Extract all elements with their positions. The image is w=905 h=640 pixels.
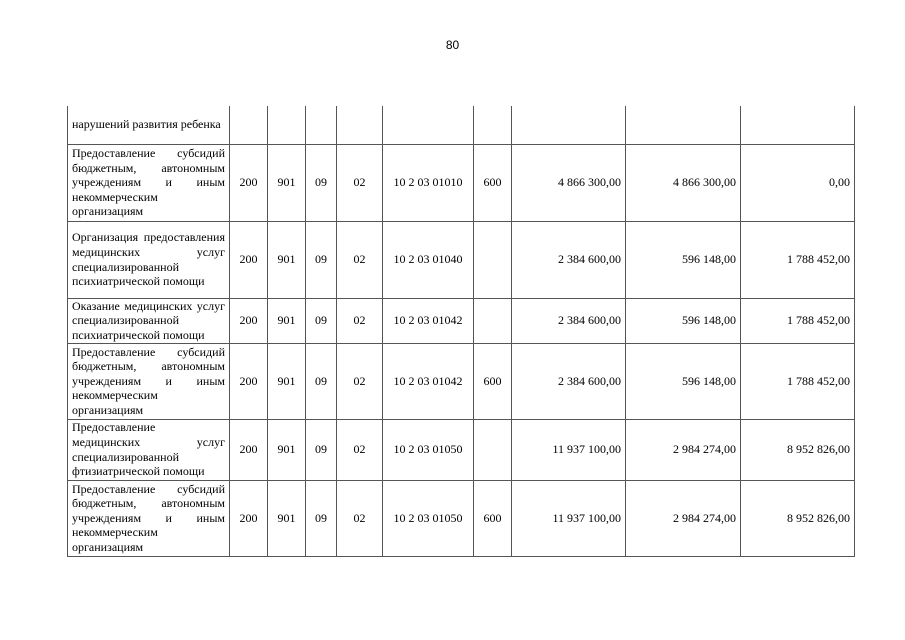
table-row (68, 343, 855, 419)
code-cell: 200 (230, 343, 268, 419)
code-cell: 02 (337, 419, 383, 480)
code-cell: 10 2 03 01042 (383, 343, 474, 419)
amount-cell: 596 148,00 (626, 298, 741, 343)
code-cell: 901 (268, 221, 306, 298)
code-cell: 09 (306, 343, 337, 419)
amount-cell: 596 148,00 (626, 221, 741, 298)
code-cell: 901 (268, 480, 306, 556)
table-row (68, 106, 855, 144)
code-cell: 901 (268, 144, 306, 221)
budget-table (67, 106, 855, 557)
code-cell (268, 106, 306, 144)
code-cell (337, 106, 383, 144)
code-cell (306, 106, 337, 144)
amount-cell: 4 866 300,00 (512, 144, 626, 221)
code-cell (230, 106, 268, 144)
amount-cell: 596 148,00 (626, 343, 741, 419)
code-cell: 10 2 03 01040 (383, 221, 474, 298)
row-name: Оказание медицинских услуг специализированной психиатрической помощи (68, 298, 230, 343)
amount-cell: 4 866 300,00 (626, 144, 741, 221)
amount-cell (741, 106, 855, 144)
code-cell (383, 106, 474, 144)
table-row (68, 298, 855, 343)
code-cell: 02 (337, 221, 383, 298)
amount-cell: 8 952 826,00 (741, 480, 855, 556)
code-cell: 09 (306, 144, 337, 221)
amount-cell: 11 937 100,00 (512, 480, 626, 556)
code-cell: 200 (230, 298, 268, 343)
amount-cell: 0,00 (741, 144, 855, 221)
code-cell (474, 298, 512, 343)
code-cell: 200 (230, 144, 268, 221)
page-number: 80 (445, 38, 460, 52)
amount-cell: 2 384 600,00 (512, 298, 626, 343)
code-cell: 200 (230, 419, 268, 480)
code-cell (474, 419, 512, 480)
code-cell: 02 (337, 144, 383, 221)
amount-cell: 2 384 600,00 (512, 343, 626, 419)
amount-cell: 1 788 452,00 (741, 343, 855, 419)
row-name: Предоставление субсидий бюджетным, автономным учреждениям и иным некоммерческим организациям (68, 343, 230, 419)
table-row (68, 480, 855, 556)
amount-cell (512, 106, 626, 144)
code-cell: 901 (268, 343, 306, 419)
code-cell: 600 (474, 144, 512, 221)
code-cell (474, 106, 512, 144)
code-cell (474, 221, 512, 298)
table-row (68, 419, 855, 480)
code-cell: 09 (306, 419, 337, 480)
row-name: нарушений развития ребенка (68, 106, 230, 144)
amount-cell: 2 984 274,00 (626, 419, 741, 480)
code-cell: 901 (268, 298, 306, 343)
code-cell: 02 (337, 480, 383, 556)
amount-cell: 11 937 100,00 (512, 419, 626, 480)
amount-cell: 2 984 274,00 (626, 480, 741, 556)
amount-cell: 1 788 452,00 (741, 221, 855, 298)
row-name: Предоставление медицинских услуг специализированной фтизиатрической помощи (68, 419, 230, 480)
row-name: Предоставление субсидий бюджетным, автономным учреждениям и иным некоммерческим организациям (68, 480, 230, 556)
amount-cell: 1 788 452,00 (741, 298, 855, 343)
code-cell: 09 (306, 480, 337, 556)
code-cell: 09 (306, 221, 337, 298)
code-cell: 10 2 03 01042 (383, 298, 474, 343)
row-name: Предоставление субсидий бюджетным, автономным учреждениям и иным некоммерческим организациям (68, 144, 230, 221)
code-cell: 200 (230, 221, 268, 298)
amount-cell: 8 952 826,00 (741, 419, 855, 480)
amount-cell: 2 384 600,00 (512, 221, 626, 298)
row-name: Организация предоставления медицинских услуг специализированной психиатрической помощи (68, 221, 230, 298)
code-cell: 10 2 03 01010 (383, 144, 474, 221)
code-cell: 600 (474, 343, 512, 419)
table-row (68, 144, 855, 221)
code-cell: 10 2 03 01050 (383, 419, 474, 480)
code-cell: 02 (337, 343, 383, 419)
code-cell: 02 (337, 298, 383, 343)
table-row (68, 221, 855, 298)
code-cell: 600 (474, 480, 512, 556)
code-cell: 10 2 03 01050 (383, 480, 474, 556)
code-cell: 09 (306, 298, 337, 343)
amount-cell (626, 106, 741, 144)
code-cell: 200 (230, 480, 268, 556)
code-cell: 901 (268, 419, 306, 480)
